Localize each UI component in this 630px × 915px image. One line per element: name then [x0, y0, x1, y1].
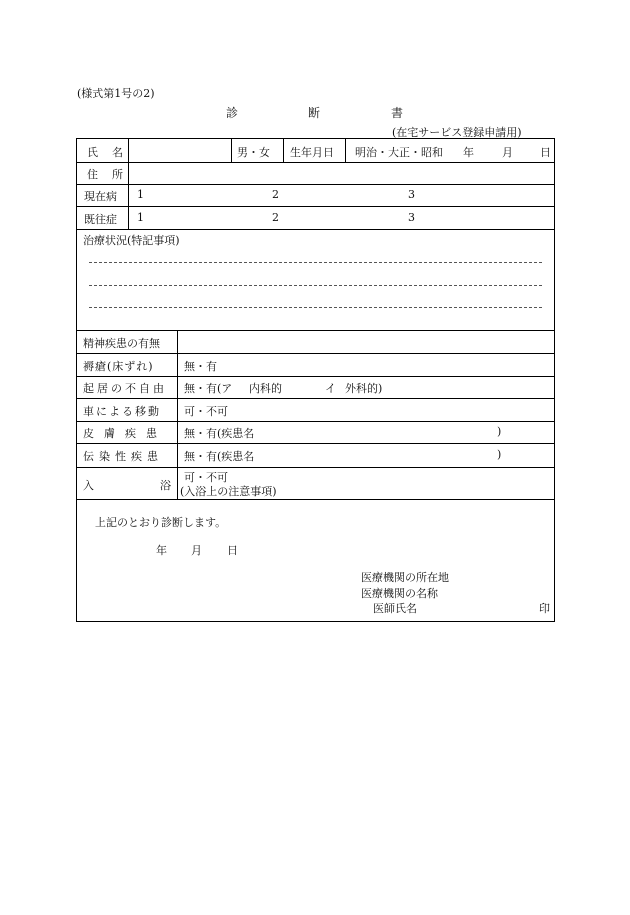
era-selection[interactable]: 明治・大正・昭和	[355, 146, 443, 159]
seal-mark: 印	[539, 602, 550, 615]
name-label: 氏 名	[87, 146, 123, 159]
bathing-label: 入 浴	[83, 479, 171, 492]
dob-day-unit: 日	[540, 146, 551, 159]
treatment-line-2[interactable]	[89, 285, 542, 286]
address-field[interactable]	[129, 163, 554, 184]
current-illness-item-2: 2	[272, 188, 279, 201]
skin-disease-label: 皮膚疾患	[83, 427, 167, 440]
current-illness-item-3: 3	[408, 188, 415, 201]
dob-label: 生年月日	[290, 146, 334, 159]
mental-illness-label: 精神疾患の有無	[83, 337, 160, 350]
facility-address-label: 医療機関の所在地	[361, 571, 449, 584]
past-illness-item-2: 2	[272, 211, 279, 224]
current-illness-item-1: 1	[137, 188, 144, 201]
dob-month-unit: 月	[502, 146, 513, 159]
address-label: 住 所	[87, 168, 123, 181]
past-illness-item-1: 1	[137, 211, 144, 224]
treatment-line-1[interactable]	[89, 262, 542, 263]
bathing-value[interactable]: 可・不可	[184, 471, 228, 484]
diagnosis-form	[76, 138, 555, 622]
title-char-1: 診	[226, 106, 239, 120]
bedsore-label: 褥瘡(床ずれ)	[83, 360, 154, 373]
skin-disease-close: )	[497, 425, 502, 438]
vehicle-transport-value[interactable]: 可・不可	[184, 405, 228, 418]
mobility-option-b-prefix: イ	[325, 382, 336, 395]
infectious-disease-value[interactable]: 無・有(疾患名	[184, 450, 255, 463]
document-subtitle: (在宅サービス登録申請用)	[392, 126, 522, 139]
sex-selection[interactable]: 男・女	[237, 146, 270, 159]
facility-name-label: 医療機関の名称	[361, 587, 438, 600]
infectious-disease-close: )	[497, 448, 502, 461]
past-illness-item-3: 3	[408, 211, 415, 224]
diagnosis-statement: 上記のとおり診断します。	[95, 516, 227, 529]
title-char-3: 書	[391, 106, 404, 120]
title-char-2: 断	[308, 106, 321, 120]
date-month-unit: 月	[191, 544, 202, 557]
doctor-name-label: 医師氏名	[373, 602, 417, 615]
dob-year-unit: 年	[463, 146, 474, 159]
past-illness-label: 既往症	[84, 213, 117, 226]
form-number-label: (様式第1号の2)	[77, 87, 155, 100]
current-illness-label: 現在病	[84, 190, 117, 203]
infectious-disease-label: 伝染性疾患	[83, 450, 163, 463]
bathing-notes: (入浴上の注意事項)	[180, 485, 277, 498]
mobility-value[interactable]: 無・有(ア	[184, 382, 233, 395]
date-year-unit: 年	[156, 544, 167, 557]
name-field[interactable]	[129, 140, 230, 161]
date-day-unit: 日	[227, 544, 238, 557]
treatment-line-3[interactable]	[89, 307, 542, 308]
mobility-label: 起居の不自由	[83, 382, 167, 395]
skin-disease-value[interactable]: 無・有(疾患名	[184, 427, 255, 440]
treatment-label: 治療状況(特記事項)	[83, 234, 180, 247]
bedsore-value[interactable]: 無・有	[184, 360, 217, 373]
vehicle-transport-label: 車による移動	[83, 405, 161, 418]
mobility-option-b[interactable]: 外科的)	[345, 382, 383, 395]
mobility-option-a[interactable]: 内科的	[249, 382, 282, 395]
